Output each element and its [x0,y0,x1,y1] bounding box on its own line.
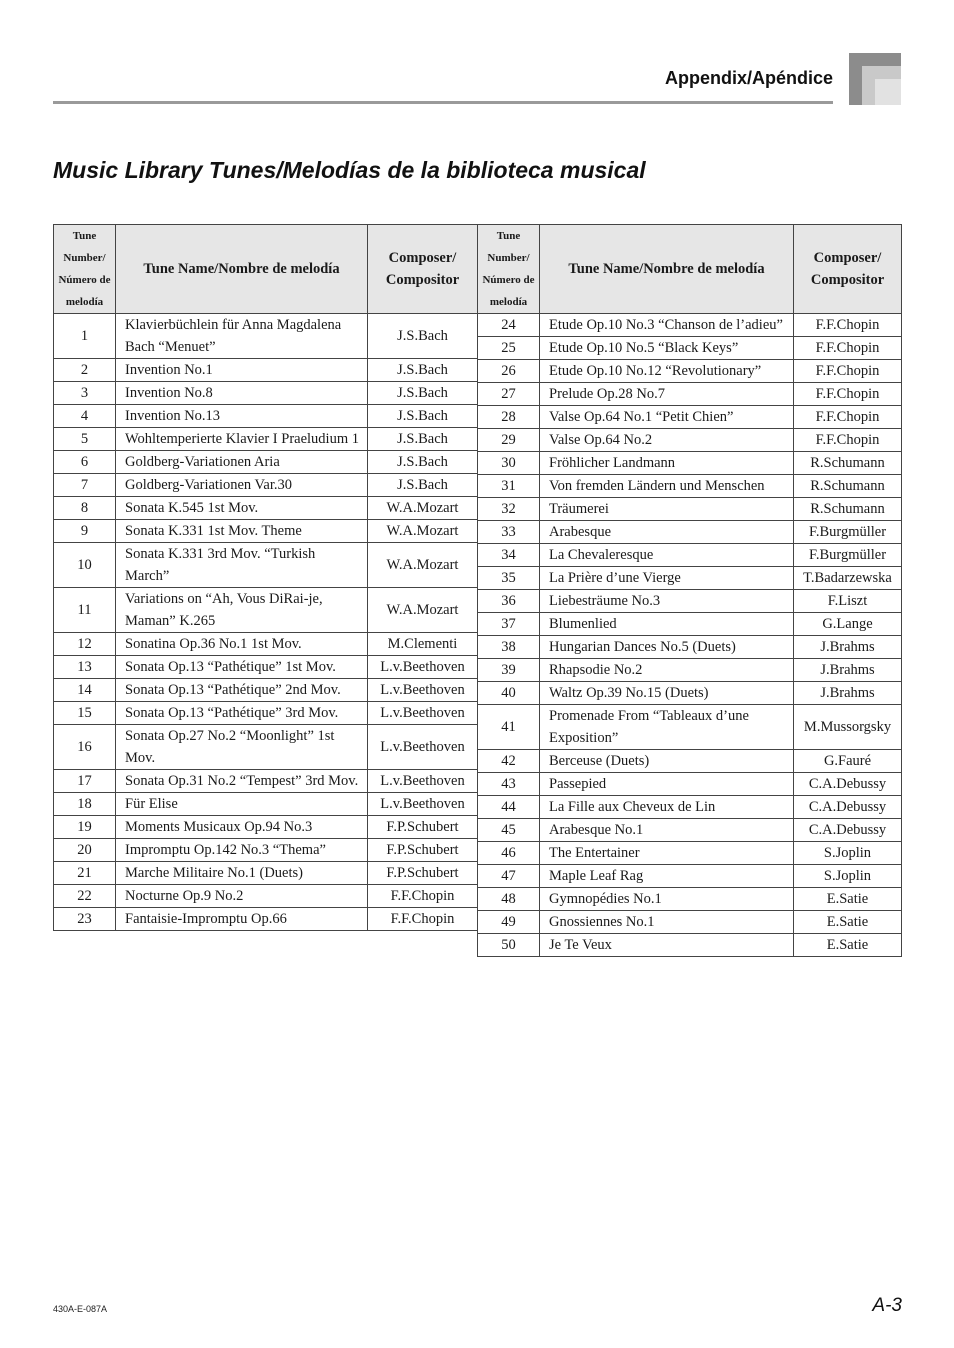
tune-name: Sonatina Op.36 No.1 1st Mov. [116,633,368,656]
composer: L.v.Beethoven [368,725,478,770]
tune-name: Maple Leaf Rag [540,865,794,888]
table-row [478,498,902,521]
tune-name: Marche Militaire No.1 (Duets) [116,862,368,885]
tune-name: Fröhlicher Landmann [540,452,794,475]
composer: J.Brahms [794,682,902,705]
tune-number: 47 [478,865,540,888]
tune-name: Passepied [540,773,794,796]
table-row [54,497,478,520]
header-composer: Composer/ Compositor [368,225,478,314]
tune-name: La Prière d’une Vierge [540,567,794,590]
tune-number: 11 [54,588,116,633]
composer: L.v.Beethoven [368,702,478,725]
tune-number: 44 [478,796,540,819]
tune-number: 48 [478,888,540,911]
table-row [54,816,478,839]
tune-name: Arabesque [540,521,794,544]
composer: R.Schumann [794,452,902,475]
tune-name: Sonata Op.13 “Pathétique” 3rd Mov. [116,702,368,725]
table-row [54,451,478,474]
tune-number: 42 [478,750,540,773]
tune-name: Variations on “Ah, Vous DiRai-je, Maman” K.265 [116,588,368,633]
tune-name: Etude Op.10 No.5 “Black Keys” [540,337,794,360]
tune-number: 28 [478,406,540,429]
header-composer: Composer/ Compositor [794,225,902,314]
tune-table-left [53,224,478,931]
tune-name: Liebesträume No.3 [540,590,794,613]
tune-number: 1 [54,314,116,359]
tune-name: Träumerei [540,498,794,521]
table-row [54,588,478,633]
tune-name: Goldberg-Variationen Aria [116,451,368,474]
table-row [478,314,902,337]
table-row [54,382,478,405]
tune-name: Gymnopédies No.1 [540,888,794,911]
composer: F.P.Schubert [368,816,478,839]
tune-number: 16 [54,725,116,770]
table-row [478,544,902,567]
table-row [54,633,478,656]
tune-name: Waltz Op.39 No.15 (Duets) [540,682,794,705]
table-row [54,839,478,862]
tune-number: 36 [478,590,540,613]
composer: J.S.Bach [368,314,478,359]
table-row [478,705,902,750]
tune-number: 34 [478,544,540,567]
composer: F.F.Chopin [794,360,902,383]
tune-name: Berceuse (Duets) [540,750,794,773]
table-row [478,934,902,957]
tune-number: 26 [478,360,540,383]
table-row [478,567,902,590]
tune-name: Promenade From “Tableaux d’une Exposition” [540,705,794,750]
composer: M.Clementi [368,633,478,656]
table-row [54,725,478,770]
tune-table-right [477,224,902,957]
table-row [54,862,478,885]
table-row [478,888,902,911]
tune-name: Etude Op.10 No.12 “Revolutionary” [540,360,794,383]
tune-name: Sonata K.331 3rd Mov. “Turkish March” [116,543,368,588]
tune-name: Wohltemperierte Klavier I Praeludium 1 [116,428,368,451]
tune-number: 24 [478,314,540,337]
tune-name: Valse Op.64 No.2 [540,429,794,452]
table-row [54,885,478,908]
table-row [478,429,902,452]
section-title: Music Library Tunes/Melodías de la biblioteca musical [53,157,646,183]
tune-name: Invention No.13 [116,405,368,428]
composer: J.Brahms [794,659,902,682]
tune-table-left-body [54,314,478,931]
tune-number: 21 [54,862,116,885]
tune-number: 12 [54,633,116,656]
composer: L.v.Beethoven [368,793,478,816]
composer: J.S.Bach [368,451,478,474]
composer: F.F.Chopin [794,383,902,406]
composer: F.F.Chopin [794,337,902,360]
composer: S.Joplin [794,865,902,888]
tune-name: Rhapsodie No.2 [540,659,794,682]
tune-number: 38 [478,636,540,659]
table-row [54,908,478,931]
tune-number: 3 [54,382,116,405]
composer: L.v.Beethoven [368,679,478,702]
tune-number: 15 [54,702,116,725]
composer: J.Brahms [794,636,902,659]
header-tune-name: Tune Name/Nombre de melodía [116,225,368,314]
table-row [478,636,902,659]
table-row [478,360,902,383]
table-row [54,702,478,725]
composer: L.v.Beethoven [368,770,478,793]
composer: C.A.Debussy [794,796,902,819]
tune-number: 13 [54,656,116,679]
tune-name: La Fille aux Cheveux de Lin [540,796,794,819]
composer: F.F.Chopin [794,429,902,452]
tune-number: 50 [478,934,540,957]
header-tune-number: Tune Number/ Número de melodía [478,225,540,314]
tune-number: 6 [54,451,116,474]
composer: T.Badarzewska [794,567,902,590]
composer: W.A.Mozart [368,497,478,520]
tune-number: 32 [478,498,540,521]
composer: G.Fauré [794,750,902,773]
composer: G.Lange [794,613,902,636]
table-row [54,656,478,679]
header-title: Appendix/Apéndice [664,68,833,88]
tune-number: 41 [478,705,540,750]
composer: W.A.Mozart [368,520,478,543]
header-rule [53,101,833,104]
composer: F.Burgmüller [794,521,902,544]
composer: W.A.Mozart [368,588,478,633]
tune-number: 14 [54,679,116,702]
composer: F.P.Schubert [368,862,478,885]
page-number: A-3 [872,1295,902,1316]
table-row [478,521,902,544]
tune-name: The Entertainer [540,842,794,865]
tune-number: 29 [478,429,540,452]
tune-number: 23 [54,908,116,931]
composer: E.Satie [794,888,902,911]
composer: J.S.Bach [368,359,478,382]
table-row [54,474,478,497]
tune-number: 19 [54,816,116,839]
tune-number: 27 [478,383,540,406]
composer: C.A.Debussy [794,773,902,796]
table-row [54,520,478,543]
tune-number: 8 [54,497,116,520]
header-tune-number: Tune Number/ Número de melodía [54,225,116,314]
tune-number: 31 [478,475,540,498]
table-row [478,613,902,636]
tune-name: Moments Musicaux Op.94 No.3 [116,816,368,839]
tune-number: 17 [54,770,116,793]
header-tune-name: Tune Name/Nombre de melodía [540,225,794,314]
table-row [478,865,902,888]
composer: J.S.Bach [368,382,478,405]
table-row [478,911,902,934]
composer: F.Liszt [794,590,902,613]
tune-name: Von fremden Ländern und Menschen [540,475,794,498]
tune-table-right-body [478,314,902,957]
tune-name: Valse Op.64 No.1 “Petit Chien” [540,406,794,429]
tune-number: 30 [478,452,540,475]
composer: F.F.Chopin [794,314,902,337]
tune-name: Für Elise [116,793,368,816]
table-row [478,475,902,498]
tune-name: Blumenlied [540,613,794,636]
tune-name: Prelude Op.28 No.7 [540,383,794,406]
table-row [54,405,478,428]
composer: F.F.Chopin [794,406,902,429]
tune-number: 7 [54,474,116,497]
table-row [54,314,478,359]
tune-name: Sonata Op.27 No.2 “Moonlight” 1st Mov. [116,725,368,770]
tune-name: Invention No.1 [116,359,368,382]
table-row [54,543,478,588]
table-row [478,452,902,475]
tune-number: 5 [54,428,116,451]
tune-number: 18 [54,793,116,816]
table-row [478,842,902,865]
tune-number: 33 [478,521,540,544]
table-row [478,773,902,796]
tune-name: Sonata K.545 1st Mov. [116,497,368,520]
table-row [478,406,902,429]
tune-name: Sonata Op.31 No.2 “Tempest” 3rd Mov. [116,770,368,793]
table-row [478,682,902,705]
tune-name: Je Te Veux [540,934,794,957]
table-row [478,659,902,682]
tune-number: 39 [478,659,540,682]
composer: W.A.Mozart [368,543,478,588]
tune-name: Sonata K.331 1st Mov. Theme [116,520,368,543]
tune-number: 25 [478,337,540,360]
tune-number: 49 [478,911,540,934]
tune-name: Arabesque No.1 [540,819,794,842]
corner-tab-decoration [849,53,901,105]
tune-number: 40 [478,682,540,705]
table-row [478,796,902,819]
tune-name: Hungarian Dances No.5 (Duets) [540,636,794,659]
table-row [54,679,478,702]
tune-number: 45 [478,819,540,842]
composer: S.Joplin [794,842,902,865]
table-row [478,750,902,773]
composer: F.P.Schubert [368,839,478,862]
tune-number: 43 [478,773,540,796]
tune-name: Nocturne Op.9 No.2 [116,885,368,908]
composer: R.Schumann [794,498,902,521]
tune-name: Fantaisie-Impromptu Op.66 [116,908,368,931]
tune-number: 10 [54,543,116,588]
composer: F.Burgmüller [794,544,902,567]
tune-name: Sonata Op.13 “Pathétique” 1st Mov. [116,656,368,679]
composer: R.Schumann [794,475,902,498]
tune-number: 37 [478,613,540,636]
table-row [54,793,478,816]
tune-number: 20 [54,839,116,862]
tune-name: Gnossiennes No.1 [540,911,794,934]
table-row [54,428,478,451]
composer: F.F.Chopin [368,885,478,908]
tune-number: 46 [478,842,540,865]
table-row [478,337,902,360]
table-row [478,819,902,842]
tune-name: Invention No.8 [116,382,368,405]
composer: J.S.Bach [368,405,478,428]
tune-name: La Chevaleresque [540,544,794,567]
tune-number: 4 [54,405,116,428]
composer: E.Satie [794,934,902,957]
table-row [478,590,902,613]
composer: J.S.Bach [368,474,478,497]
composer: M.Mussorgsky [794,705,902,750]
composer: C.A.Debussy [794,819,902,842]
tune-number: 2 [54,359,116,382]
composer: F.F.Chopin [368,908,478,931]
tune-number: 35 [478,567,540,590]
composer: E.Satie [794,911,902,934]
tune-name: Sonata Op.13 “Pathétique” 2nd Mov. [116,679,368,702]
tune-name: Etude Op.10 No.3 “Chanson de l’adieu” [540,314,794,337]
tune-number: 22 [54,885,116,908]
composer: J.S.Bach [368,428,478,451]
tune-number: 9 [54,520,116,543]
table-row [54,359,478,382]
tune-name: Impromptu Op.142 No.3 “Thema” [116,839,368,862]
tune-name: Klavierbüchlein für Anna Magdalena Bach “Menuet” [116,314,368,359]
table-row [478,383,902,406]
tune-name: Goldberg-Variationen Var.30 [116,474,368,497]
footer-code: 430A-E-087A [53,1304,108,1314]
table-row [54,770,478,793]
composer: L.v.Beethoven [368,656,478,679]
